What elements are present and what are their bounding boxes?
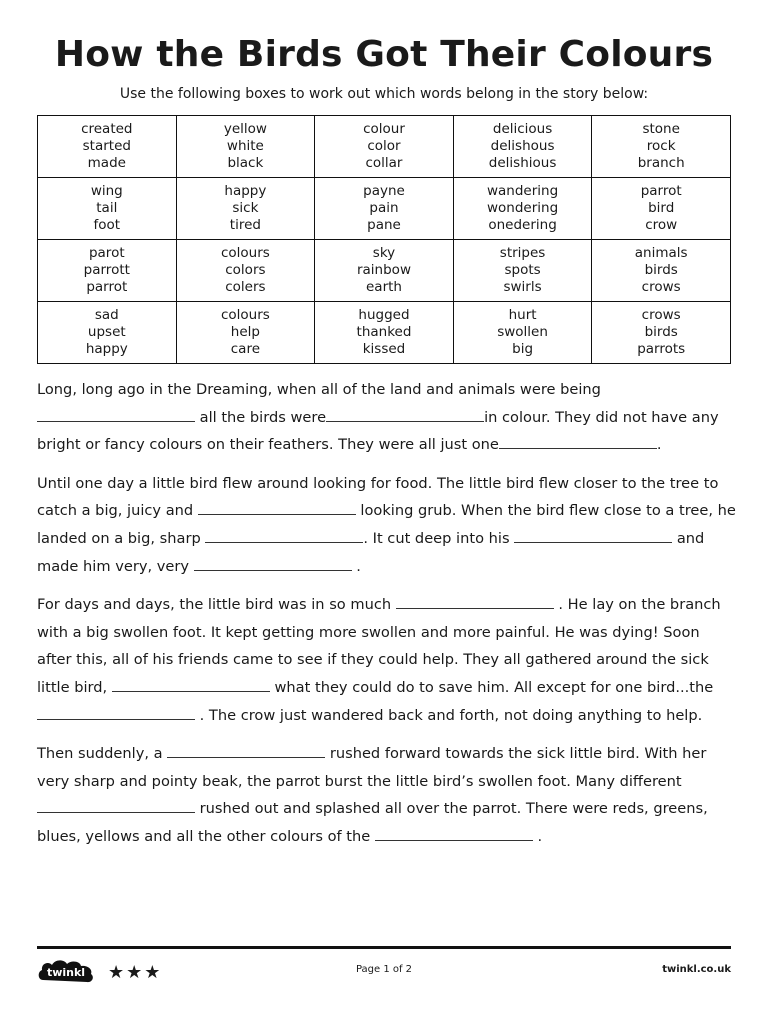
word-option: delishous — [490, 138, 555, 154]
word-option: sick — [232, 200, 259, 216]
word-option: big — [512, 341, 534, 357]
word-table-row — [38, 302, 731, 364]
story-paragraph-1 — [37, 376, 737, 459]
word-option: upset — [87, 324, 126, 340]
word-option: payne — [363, 183, 405, 199]
word-option: help — [230, 324, 260, 340]
word-choice-cell — [176, 240, 315, 302]
story-text-segment: rushed out and splashed all over the parrot. There were reds, greens, blues, yellows and all the other colours of the — [37, 800, 708, 845]
answer-blank[interactable] — [205, 528, 363, 543]
word-choice-cell — [453, 178, 592, 240]
word-option: stone — [642, 121, 680, 137]
word-choice-cell — [315, 116, 454, 178]
word-option: parrot — [640, 183, 682, 199]
answer-blank[interactable] — [112, 677, 270, 692]
word-option: parrott — [83, 262, 130, 278]
word-choice-cell — [315, 302, 454, 364]
answer-blank[interactable] — [326, 407, 484, 422]
story-text-segment: what they could do to save him. All except for one bird...the — [269, 678, 714, 696]
word-option: spots — [504, 262, 541, 278]
word-table-row — [38, 116, 731, 178]
word-choice-cell — [453, 116, 592, 178]
answer-blank[interactable] — [396, 594, 554, 609]
word-choice-cell — [315, 240, 454, 302]
instructions: Use the following boxes to work out which words belong in the story below: — [119, 86, 649, 102]
word-option: swirls — [503, 279, 542, 295]
word-option: colours — [220, 245, 270, 261]
word-option: wing — [90, 183, 123, 199]
word-option: colour — [363, 121, 405, 137]
answer-blank[interactable] — [514, 528, 672, 543]
answer-blank[interactable] — [375, 826, 533, 841]
answer-blank[interactable] — [194, 556, 352, 571]
word-option: care — [230, 341, 261, 357]
story-paragraph-3 — [37, 591, 737, 729]
worksheet-title: How the Birds Got Their Colours — [54, 34, 714, 75]
word-choice-cell — [176, 116, 315, 178]
story-text-segment: all the birds were — [195, 408, 327, 426]
word-option: thanked — [356, 324, 412, 340]
word-option: happy — [224, 183, 267, 199]
word-choice-cell — [453, 302, 592, 364]
word-option: birds — [644, 262, 678, 278]
word-option: started — [82, 138, 131, 154]
word-option: kissed — [362, 341, 406, 357]
story-text-segment: . He lay on the branch with a big swollen foot. It kept getting more swollen and more painful. He was dying! Soon after this, all of his friends came to see if they could help. They all gathered around the sick little bird, — [37, 596, 721, 696]
answer-blank[interactable] — [37, 407, 195, 422]
word-option: delishious — [488, 155, 557, 171]
word-option: hurt — [508, 307, 537, 323]
page-number: Page 1 of 2 — [355, 964, 413, 975]
word-option: swollen — [497, 324, 548, 340]
word-option: parrot — [86, 279, 128, 295]
story-text-segment: Then suddenly, a — [37, 745, 168, 763]
word-table-row — [38, 178, 731, 240]
story-text-segment: . — [532, 827, 543, 845]
word-option: pane — [367, 217, 401, 233]
word-choice-cell — [592, 178, 731, 240]
word-option: crow — [645, 217, 678, 233]
answer-blank[interactable] — [198, 500, 356, 515]
rating-stars: ★★★ — [108, 962, 163, 983]
word-option: black — [227, 155, 264, 171]
word-option: bird — [648, 200, 675, 216]
word-option: birds — [644, 324, 678, 340]
story-paragraph-4 — [37, 740, 737, 850]
word-option: yellow — [223, 121, 267, 137]
answer-blank[interactable] — [167, 743, 325, 758]
word-option: crows — [641, 279, 681, 295]
word-option: tail — [96, 200, 118, 216]
story-text-segment: For days and days, the little bird was in so much — [37, 596, 396, 614]
word-option: stripes — [499, 245, 546, 261]
story-text-segment: . — [351, 557, 361, 575]
story-text-segment: Until one day a little bird flew around looking for food. The little bird flew closer to the tree to catch a big, juicy and — [37, 474, 719, 520]
word-choice-cell — [176, 302, 315, 364]
word-choice-cell — [592, 302, 731, 364]
word-option: tired — [229, 217, 261, 233]
word-option: parrots — [637, 341, 686, 357]
word-option: color — [367, 138, 401, 154]
word-option: sky — [372, 245, 396, 261]
word-choice-cell — [453, 240, 592, 302]
word-option: animals — [634, 245, 688, 261]
word-option: foot — [93, 217, 121, 233]
word-option: colours — [220, 307, 270, 323]
word-table-row — [38, 240, 731, 302]
answer-blank[interactable] — [37, 798, 195, 813]
word-choice-cell — [38, 116, 177, 178]
word-option: wandering — [486, 183, 559, 199]
story-text — [37, 376, 737, 862]
word-option: white — [226, 138, 264, 154]
word-option: rock — [646, 138, 676, 154]
site-url: twinkl.co.uk — [662, 964, 731, 975]
word-choice-cell — [315, 178, 454, 240]
answer-blank[interactable] — [499, 434, 657, 449]
word-option: pain — [369, 200, 399, 216]
word-option: created — [81, 121, 133, 137]
word-option: colors — [225, 262, 266, 278]
story-text-segment: . The crow just wandered back and forth, not doing anything to help. — [195, 706, 703, 724]
answer-blank[interactable] — [37, 705, 195, 720]
word-option: made — [87, 155, 126, 171]
word-choice-cell — [176, 178, 315, 240]
word-choice-cell — [38, 240, 177, 302]
story-text-segment: . — [656, 436, 662, 454]
story-text-segment: and made him very, very — [37, 529, 705, 575]
story-text-segment: looking grub. When the bird flew close to a tree, he landed on a big, sharp — [37, 502, 736, 547]
word-choice-cell — [592, 116, 731, 178]
story-text-segment: in colour. They did not have any bright or fancy colours on their feathers. They were all just one — [37, 408, 719, 454]
word-option: onedering — [488, 217, 557, 233]
word-option: delicious — [492, 121, 553, 137]
word-option: hugged — [358, 307, 410, 323]
story-text-segment: rushed forward towards the sick little bird. With her very sharp and pointy beak, the parrot burst the little bird’s swollen foot. Many different — [37, 745, 707, 790]
word-choice-cell — [38, 302, 177, 364]
word-option: branch — [637, 155, 685, 171]
word-option: collar — [365, 155, 403, 171]
word-option: happy — [85, 341, 128, 357]
story-text-segment: . It cut deep into his — [363, 529, 515, 547]
word-choice-cell — [592, 240, 731, 302]
word-option: rainbow — [356, 262, 411, 278]
word-choice-table — [37, 115, 731, 364]
footer-divider — [37, 946, 731, 949]
logo-text: twinkl — [46, 966, 86, 979]
story-paragraph-2 — [37, 470, 737, 580]
word-option: parot — [88, 245, 125, 261]
word-option: sad — [94, 307, 119, 323]
word-option: earth — [365, 279, 402, 295]
word-option: crows — [641, 307, 681, 323]
word-choice-cell — [38, 178, 177, 240]
word-option: colers — [225, 279, 266, 295]
story-text-segment: Long, long ago in the Dreaming, when all of the land and animals were being — [37, 381, 601, 398]
word-option: wondering — [486, 200, 559, 216]
